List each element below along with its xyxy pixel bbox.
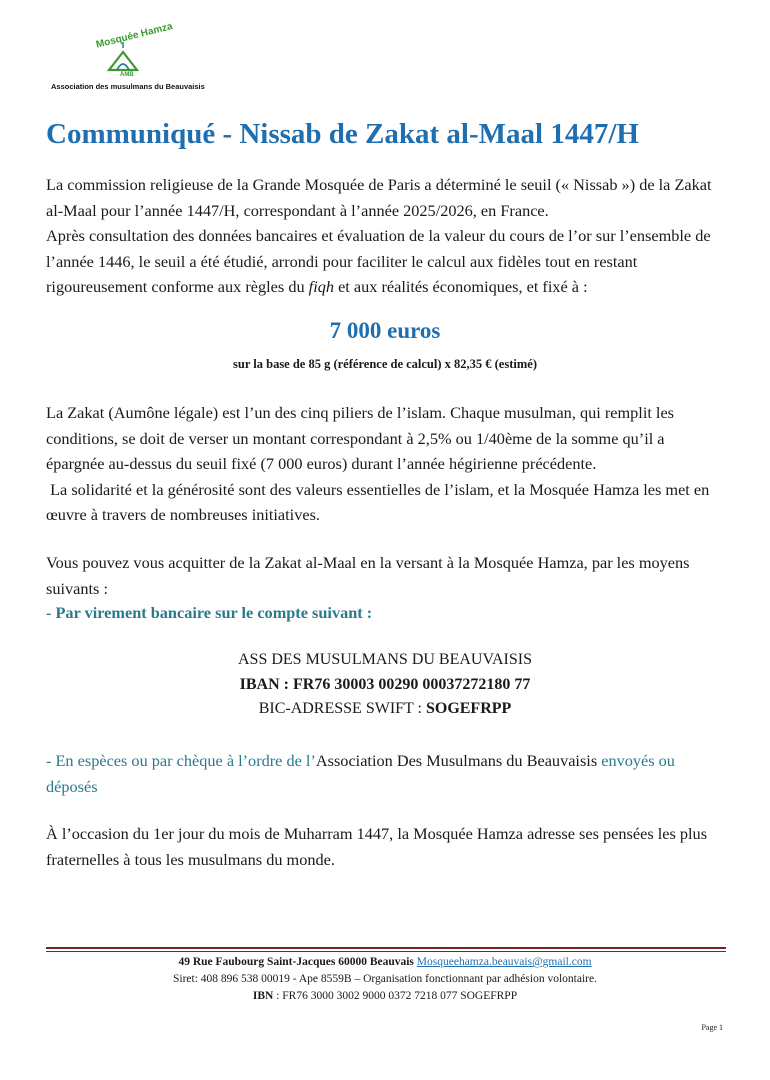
threshold-amount: 7 000 euros [329,318,441,343]
footer-siret: Siret: 408 896 538 00019 - Ape 8559B – Organisation fonctionnant par adhésion volontaire. [173,973,597,985]
logo-subtitle: Association des musulmans du Beauvaisis [51,82,205,91]
transfer-label: - Par virement bancaire sur le compte suivant : [46,603,373,622]
payment-intro: Vous pouvez vous acquitter de la Zakat al-Maal en la versant à la Mosquée Hamza, par les moyens suivants : [46,553,690,598]
bic-label: BIC-ADRESSE SWIFT : [258,700,426,717]
logo-name: Mosquée Hamza [95,21,174,51]
account-name: ASS DES MUSULMANS DU BEAUVAISIS [238,651,532,668]
bic-value: SOGEFRPP [425,700,512,717]
zakat-text-1: La Zakat (Aumône légale) est l’un des cinq piliers de l’islam. Chaque musulman, qui remplit les conditions, se doit de verser un montant correspondant à 2,5% ou 1/40ème de la somme qu’il a épargnée au-dessus du seuil fixé (7 000 euros) durant l’année hégirienne précédente. [46,403,675,473]
cash-org: Association Des Musulmans du Beauvaisis [315,751,598,770]
logo-abbr: AMB [120,72,134,78]
intro-paragraph [46,172,726,300]
footer-address: 49 Rue Faubourg Saint-Jacques 60000 Beauvais [178,956,417,968]
footer-divider-thin [46,951,726,952]
intro-text-2b: et aux réalités économiques, et fixé à : [334,277,588,296]
cash-paragraph [46,748,726,799]
footer-divider [46,947,726,949]
intro-text-2a: Après consultation des données bancaires et évaluation de la valeur du cours de l’or sur l’ensemble de l’année 1446, le seuil a été étudié, arrondi pour faciliter le calcul aux fidèles tout en restant rigoureusement conforme aux règles du [46,226,711,296]
footer-iban-value: : FR76 3000 3002 9000 0372 7218 077 SOGEFRPP [273,990,518,1002]
closing-paragraph: À l’occasion du 1er jour du mois de Muharram 1447, la Mosquée Hamza adresse ses pensées les plus fraternelles à tous les musulmans du monde. [46,824,708,869]
zakat-text-2: La solidarité et la générosité sont des valeurs essentielles de l’islam, et la Mosquée Hamza les met en œuvre à travers de nombreuses initiatives. [46,479,710,524]
intro-text-1: La commission religieuse de la Grande Mosquée de Paris a déterminé le seuil (« Nissab ») de la Zakat al-Maal pour l’année 1447/H, correspondant à l’année 2025/2026, en France. [46,175,712,220]
footer-iban-line [0,990,770,1002]
cash-text-1: - En espèces ou par chèque à l’ordre de l’ [46,751,316,770]
page-title: Communiqué - Nissab de Zakat al-Maal 1447/H [46,118,639,150]
cash-text-2: envoyés ou déposés [46,751,675,796]
fiqh-term: fiqh [308,277,335,296]
footer-iban-label: IBN [252,990,274,1002]
threshold-basis: sur la base de 85 g (référence de calcul) x 82,35 € (estimé) [233,357,537,371]
bic-line [0,700,770,718]
iban: IBAN : FR76 30003 00290 00037272180 77 [239,676,531,693]
zakat-paragraph [46,400,726,528]
footer-address-line [0,956,770,968]
page-number: Page 1 [701,1023,723,1032]
footer-email-link[interactable]: Mosqueehamza.beauvais@gmail.com [416,956,592,968]
